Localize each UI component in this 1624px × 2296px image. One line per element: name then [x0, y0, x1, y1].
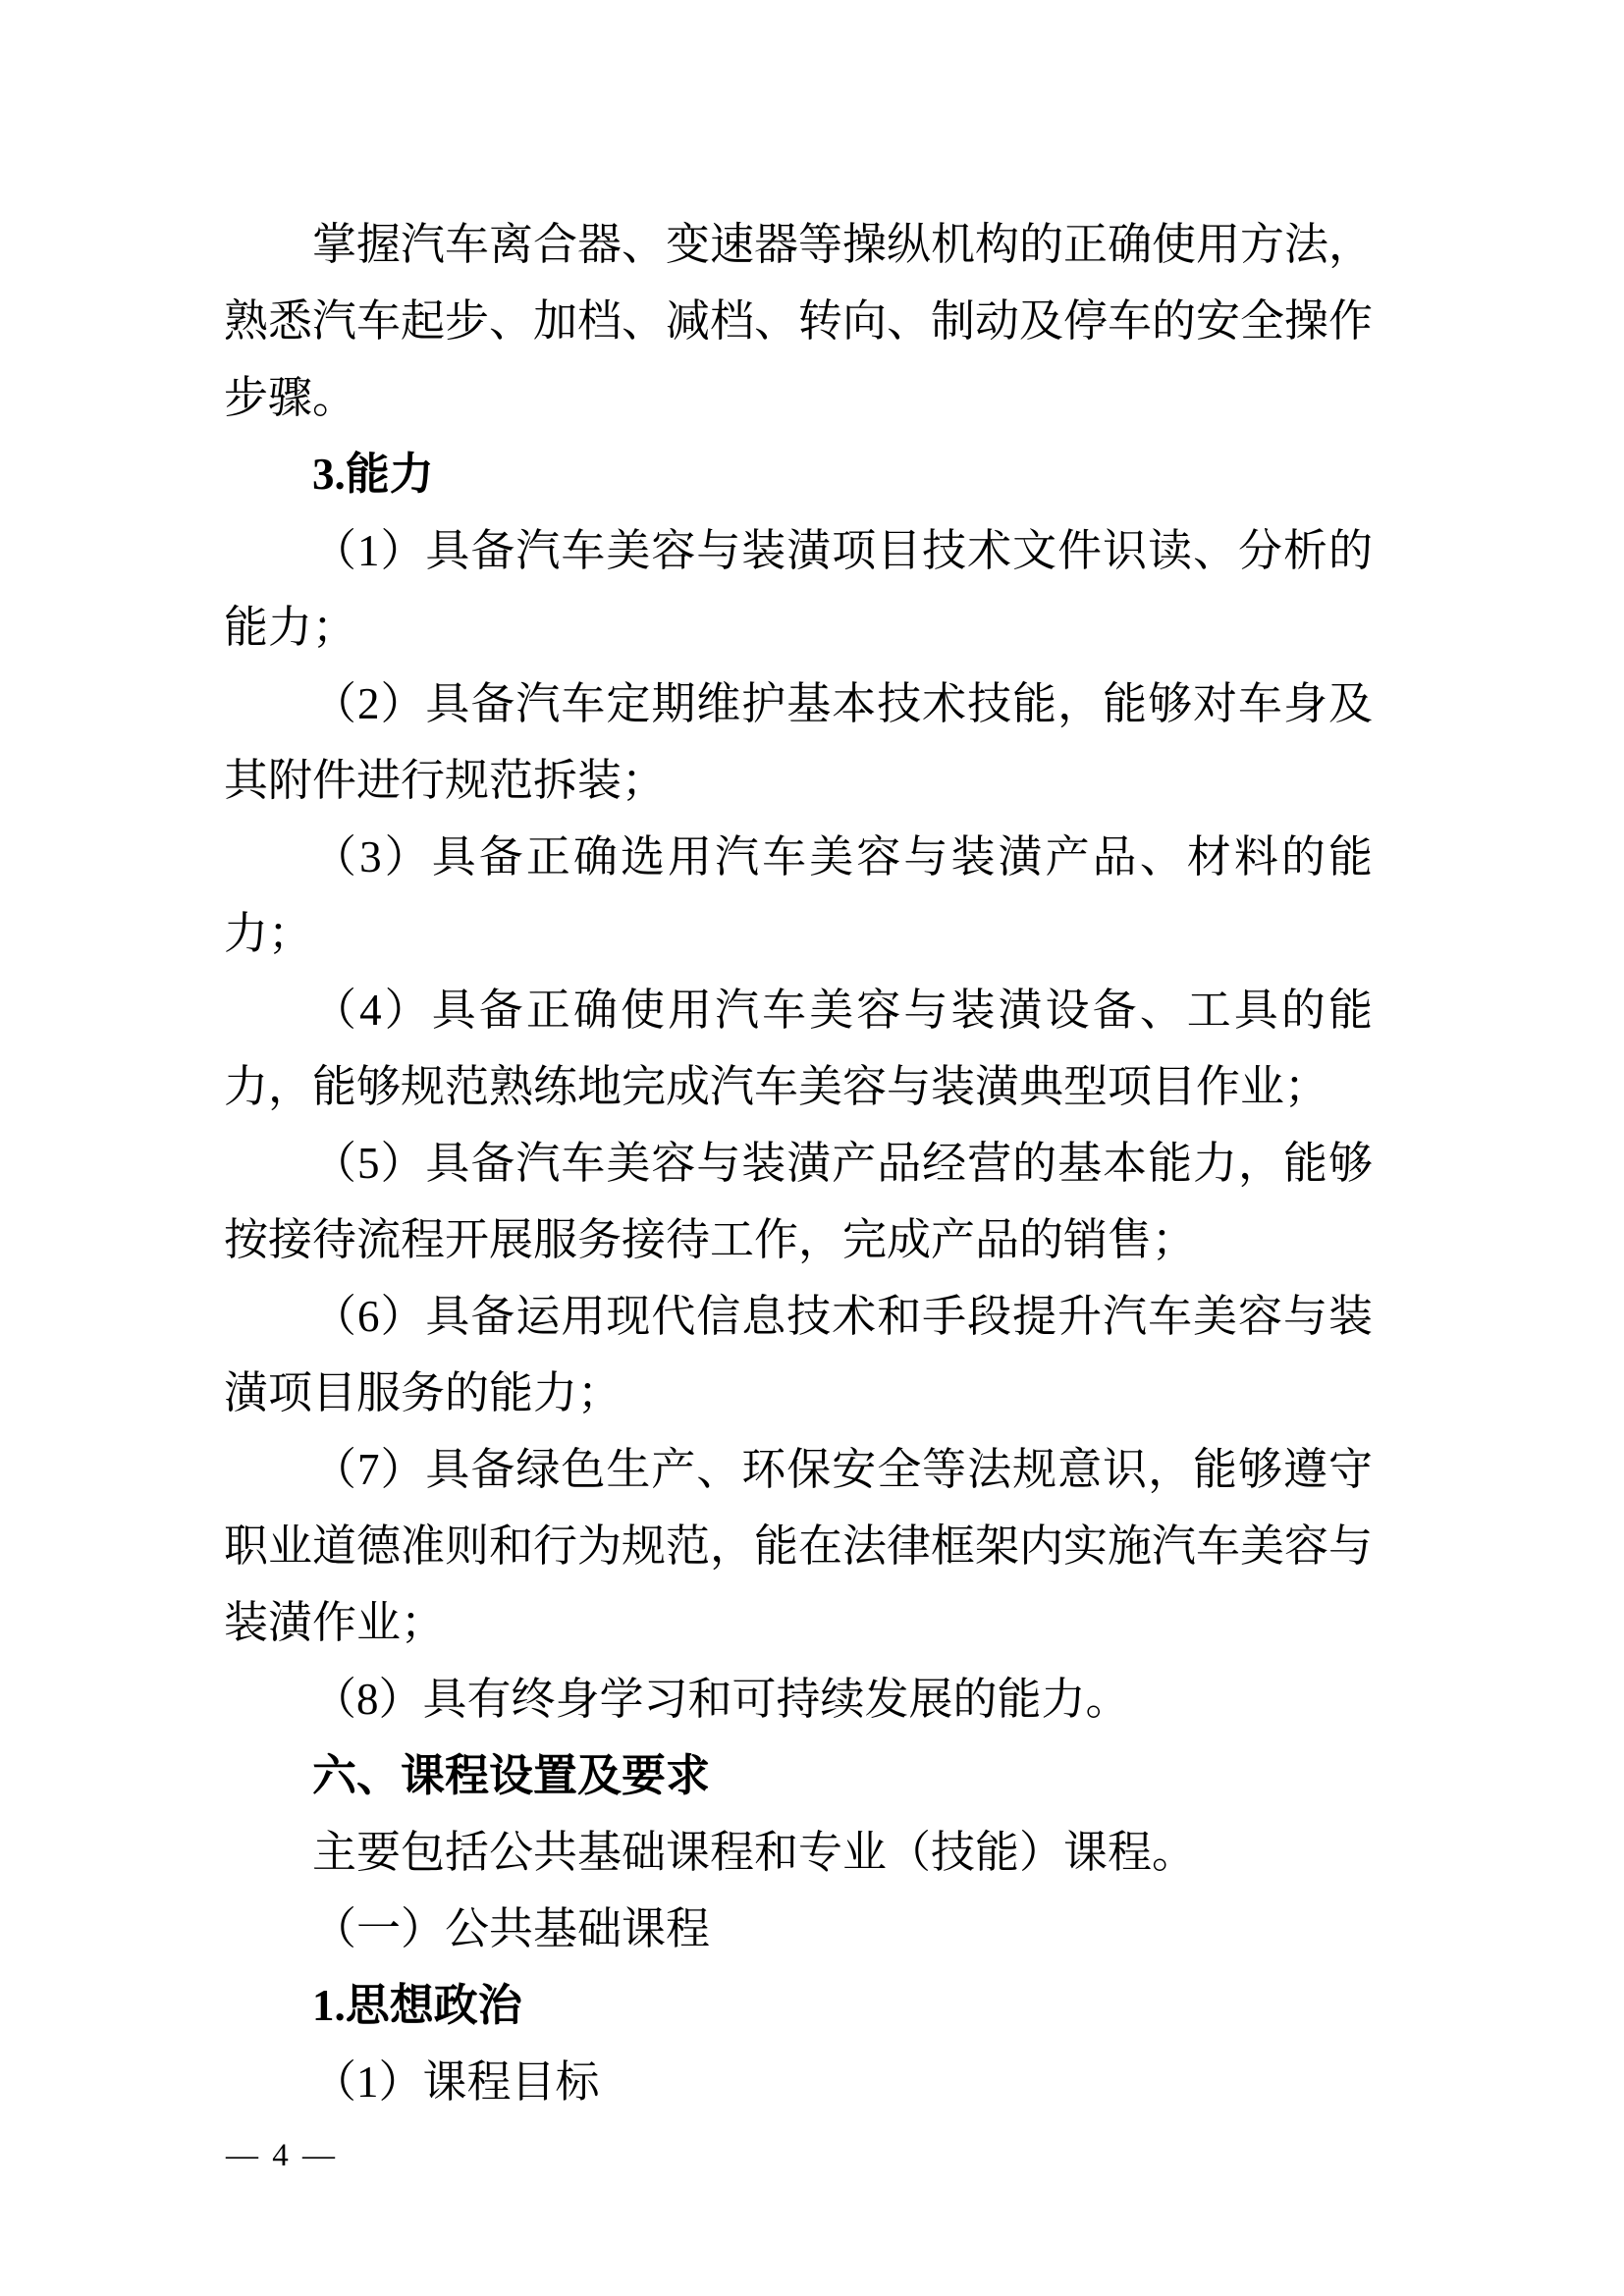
ability-item-8: （8）具有终身学习和可持续发展的能力。 [312, 1675, 1130, 1724]
heading-course-setup: 六、课程设置及要求 [312, 1751, 711, 1800]
subheading-public-basic-courses: （一）公共基础课程 [312, 1904, 711, 1953]
ability-item-3: （3）具备正确选用汽车美容与装潢产品、材料的能力； [224, 832, 1373, 958]
ability-item-4: （4）具备正确使用汽车美容与装潢设备、工具的能力，能够规范熟练地完成汽车美容与装潢典型项目作业； [224, 986, 1373, 1111]
ability-item-5: （5）具备汽车美容与装潢产品经营的基本能力，能够按接待流程开展服务接待工作，完成产品的销售； [224, 1139, 1373, 1264]
para-clutch-operation: 掌握汽车离合器、变速器等操纵机构的正确使用方法，熟悉汽车起步、加档、减档、转向、制动及停车的安全操作步骤。 [224, 220, 1374, 422]
document-body [224, 206, 1373, 2120]
page-number: — 4 — [226, 2138, 338, 2173]
heading-ideological-politics: 1.思想政治 [312, 1981, 522, 2030]
para-course-objective: （1）课程目标 [312, 2057, 600, 2107]
ability-item-6: （6）具备运用现代信息技术和手段提升汽车美容与装潢项目服务的能力； [224, 1292, 1373, 1417]
heading-ability: 3.能力 [312, 450, 434, 499]
para-course-overview: 主要包括公共基础课程和专业（技能）课程。 [312, 1828, 1197, 1877]
ability-item-1: （1）具备汽车美容与装潢项目技术文件识读、分析的能力； [224, 526, 1373, 652]
ability-item-2: （2）具备汽车定期维护基本技术技能，能够对车身及其附件进行规范拆装； [224, 679, 1373, 805]
ability-item-7: （7）具备绿色生产、环保安全等法规意识，能够遵守职业道德准则和行为规范，能在法律框架内实施汽车美容与装潢作业； [224, 1445, 1374, 1647]
